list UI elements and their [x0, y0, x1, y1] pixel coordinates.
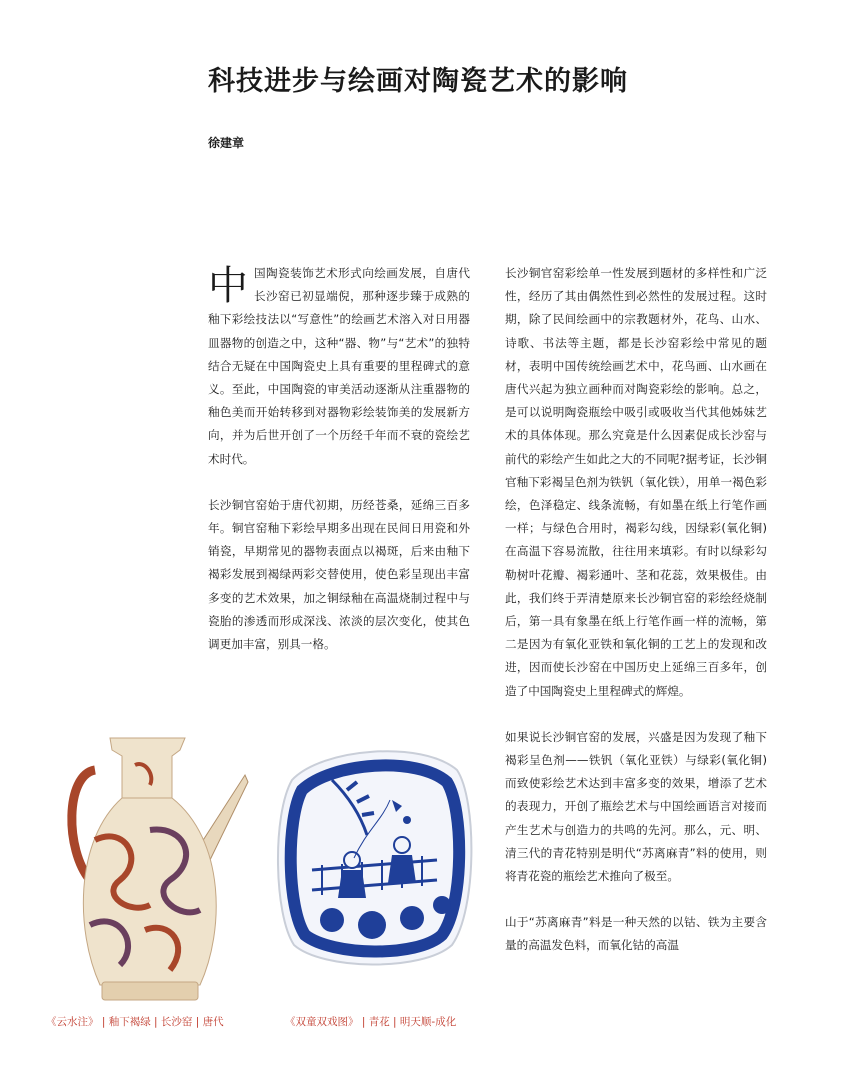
article-title: 科技进步与绘画对陶瓷艺术的影响 — [208, 66, 628, 97]
plate-caption: 《双童双戏图》 | 青花 | 明天顺-成化 — [285, 1016, 457, 1028]
left-column — [208, 262, 470, 679]
paragraph — [208, 262, 470, 471]
paragraph: 长沙铜官窑始于唐代初期，历经苍桑，延绵三百多年。铜官窑釉下彩绘早期多出现在民间日用瓷和外销瓷，早期常见的器物表面点以褐斑，后来由釉下褐彩发展到褐绿两彩交替使用，使色彩呈现出丰富多变的艺术效果，加之铜绿釉在高温烧制过程中与瓷胎的渗透而形成深浅、浓淡的层次变化，使其色调更加丰富，别具一格。 — [208, 497, 470, 652]
ewer-image — [50, 730, 250, 1005]
ewer-caption: 《云水注》 | 釉下褐绿 | 长沙窑 | 唐代 — [46, 1016, 224, 1028]
paragraph: 如果说长沙铜官窑的发展，兴盛是因为发现了釉下褐彩呈色剂——铁钒（氧化亚铁）与绿彩(氧化铜)而致使彩绘艺术达到丰富多变的效果，增添了艺术的表现力，开创了瓶绘艺术与中国绘画语言对接而产生艺术与创造力的共鸣的先河。那么，元、明、清三代的青花特别是明代“苏离麻青”料的使用，则将青花瓷的瓶绘艺术推向了极至。 — [505, 729, 767, 884]
drop-cap: 中 — [208, 263, 248, 309]
plate-image — [272, 740, 477, 972]
right-column — [505, 262, 767, 981]
paragraph: 长沙铜官窑彩绘单一性发展到题材的多样性和广泛性，经历了其由偶然性到必然性的发展过程。这时期，除了民间绘画中的宗教题材外，花鸟、山水、诗歌、书法等主题，都是长沙窑彩绘中常见的题材，表明中国传统绘画艺术中，花鸟画、山水画在唐代兴起为独立画种而对陶瓷彩绘的影响。总之，是可以说明陶瓷瓶绘中吸引或吸收当代其他姊妹艺术的具体体现。那么究竟是什么因素促成长沙窑与前代的彩绘产生如此之大的不同呢?据考证，长沙铜官釉下彩褐呈色剂为铁钒（氧化铁），用单一褐色彩绘，色泽稳定、线条流畅，有如墨在纸上行笔作画一样；与绿色合用时，褐彩勾线，因绿彩(氧化铜)在高温下容易流散，往往用来填彩。有时以绿彩勾勒树叶花瓣、褐彩通叶、茎和花蕊，效果极佳。由此，我们终于弄清楚原来长沙铜官窑的彩绘经烧制后，第一具有象墨在纸上行笔作画一样的流畅，第二是因为有氧化亚铁和氧化铜的工艺上的发现和改进，因而使长沙窑在中国历史上延绵三百多年，创造了中国陶瓷史上里程碑式的辉煌。 — [505, 266, 767, 698]
paragraph: 山于“苏离麻青”料是一种天然的以钴、铁为主要含量的高温发色料，而氧化钴的高温 — [505, 915, 767, 953]
article-author: 徐建章 — [208, 136, 245, 150]
paragraph-text: 国陶瓷装饰艺术形式向绘画发展，自唐代长沙窑已初显端倪，那种逐步臻于成熟的釉下彩绘技法以“写意性”的绘画艺术溶入对日用器皿器物的创造之中，这种“器、物”与“艺术”的独特结合无疑在中国陶瓷史上具有重要的里程碑式的意义。至此，中国陶瓷的审美活动逐渐从注重器物的釉色美而开始转移到对器物彩绘装饰美的发展新方向，并为后世开创了一个历经千年而不衰的瓷绘艺术时代。 — [208, 266, 470, 466]
